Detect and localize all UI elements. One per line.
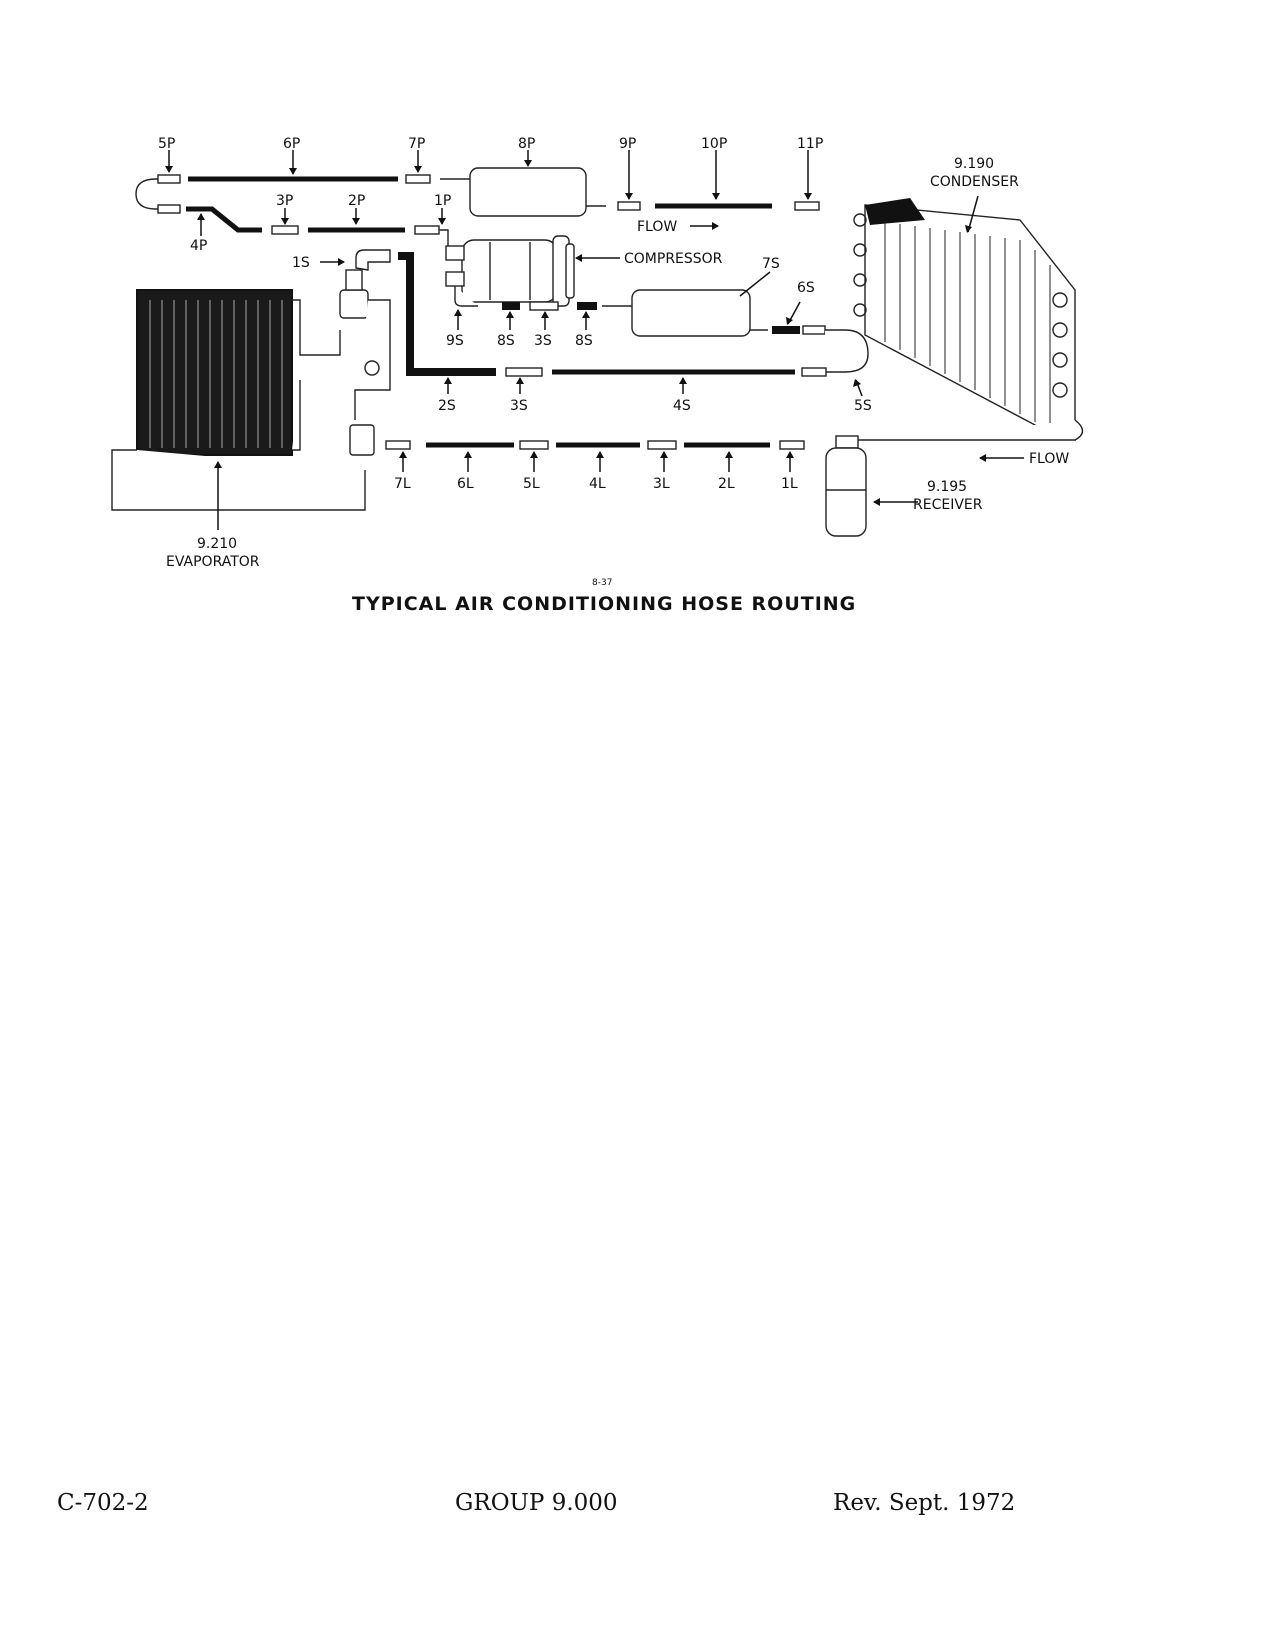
valve-port xyxy=(346,270,362,290)
fitting-7l xyxy=(386,441,410,449)
label-5l: 5L xyxy=(523,476,540,492)
compressor xyxy=(446,236,574,306)
label-7s: 7S xyxy=(762,256,780,272)
label-2l: 2L xyxy=(718,476,735,492)
label-4s: 4S xyxy=(673,398,691,414)
fitting-5p-top xyxy=(158,175,180,183)
condenser xyxy=(848,198,1083,448)
evaporator-liquid-tube xyxy=(112,450,365,510)
sight-glass xyxy=(350,425,374,455)
receiver-body xyxy=(826,448,866,536)
evaporator-name: EVAPORATOR xyxy=(166,554,260,570)
condenser-number: 9.190 xyxy=(954,156,995,172)
receiver-number: 9.195 xyxy=(927,479,968,495)
fitting-5p-bottom xyxy=(158,205,180,213)
evaporator xyxy=(112,290,365,510)
label-7l: 7L xyxy=(394,476,411,492)
label-1s: 1S xyxy=(292,255,310,271)
label-8s-left: 8S xyxy=(497,333,515,349)
suction-line xyxy=(356,250,868,376)
label-6p: 6P xyxy=(283,136,301,152)
condenser-name: CONDENSER xyxy=(930,174,1019,190)
receiver-name: RECEIVER xyxy=(913,497,983,513)
label-1l: 1L xyxy=(781,476,798,492)
label-2p: 2P xyxy=(348,193,366,209)
fitting-3p xyxy=(272,226,298,234)
label-2s: 2S xyxy=(438,398,456,414)
muffler-8p xyxy=(470,168,586,216)
receiver-cap xyxy=(836,436,858,448)
revision-date: Rev. Sept. 1972 xyxy=(833,1490,1016,1516)
receiver xyxy=(826,436,866,536)
group-number: GROUP 9.000 xyxy=(455,1490,618,1516)
label-1p: 1P xyxy=(434,193,452,209)
flow-label-upper: FLOW xyxy=(637,219,678,235)
compressor-body xyxy=(462,240,557,302)
evaporator-core xyxy=(137,290,292,455)
muffler-7s xyxy=(632,290,750,336)
compressor-port-top xyxy=(446,246,464,260)
document-code: C-702-2 xyxy=(57,1490,149,1516)
label-6l: 6L xyxy=(457,476,474,492)
compressor-label: COMPRESSOR xyxy=(624,251,723,267)
figure-number: 8-37 xyxy=(592,578,613,588)
compressor-port-bottom xyxy=(446,272,464,286)
liquid-line xyxy=(386,441,804,449)
label-9s: 9S xyxy=(446,333,464,349)
liquid-labels xyxy=(394,476,798,492)
label-3s-upper: 3S xyxy=(534,333,552,349)
fitting-5l xyxy=(520,441,548,449)
label-10p: 10P xyxy=(701,136,728,152)
evaporator-return-tube xyxy=(292,380,300,450)
fitting-3l xyxy=(648,441,676,449)
valve-body xyxy=(340,290,368,318)
compressor-pulley xyxy=(566,244,574,298)
condenser-outlet-tube xyxy=(848,420,1083,448)
label-3s-lower: 3S xyxy=(510,398,528,414)
fitting-1s xyxy=(356,250,390,270)
label-7p: 7P xyxy=(408,136,426,152)
label-3l: 3L xyxy=(653,476,670,492)
condenser-body xyxy=(865,205,1075,440)
hose-5s xyxy=(825,330,868,372)
fitting-5s xyxy=(802,368,826,376)
fitting-3s-upper xyxy=(530,302,558,310)
label-5s: 5S xyxy=(854,398,872,414)
expansion-valve xyxy=(340,270,390,455)
valve-bulb xyxy=(365,361,379,375)
fitting-6s xyxy=(803,326,825,334)
label-9p: 9P xyxy=(619,136,637,152)
fitting-1l xyxy=(780,441,804,449)
label-5p: 5P xyxy=(158,136,176,152)
label-4l: 4L xyxy=(589,476,606,492)
label-11p: 11P xyxy=(797,136,824,152)
label-8p: 8P xyxy=(518,136,536,152)
fitting-9p xyxy=(618,202,640,210)
flow-label-lower: FLOW xyxy=(1029,451,1070,467)
evaporator-outlet-tube xyxy=(292,300,340,355)
fitting-11p xyxy=(795,202,819,210)
evaporator-number: 9.210 xyxy=(197,536,238,552)
fitting-7p xyxy=(406,175,430,183)
label-8s-right: 8S xyxy=(575,333,593,349)
label-6s: 6S xyxy=(797,280,815,296)
fitting-1p xyxy=(415,226,439,234)
label-4p: 4P xyxy=(190,238,208,254)
figure-title: TYPICAL AIR CONDITIONING HOSE ROUTING xyxy=(352,593,857,615)
label-3p: 3P xyxy=(276,193,294,209)
fitting-3s-lower xyxy=(506,368,542,376)
tube-1p-elbow xyxy=(439,230,448,246)
